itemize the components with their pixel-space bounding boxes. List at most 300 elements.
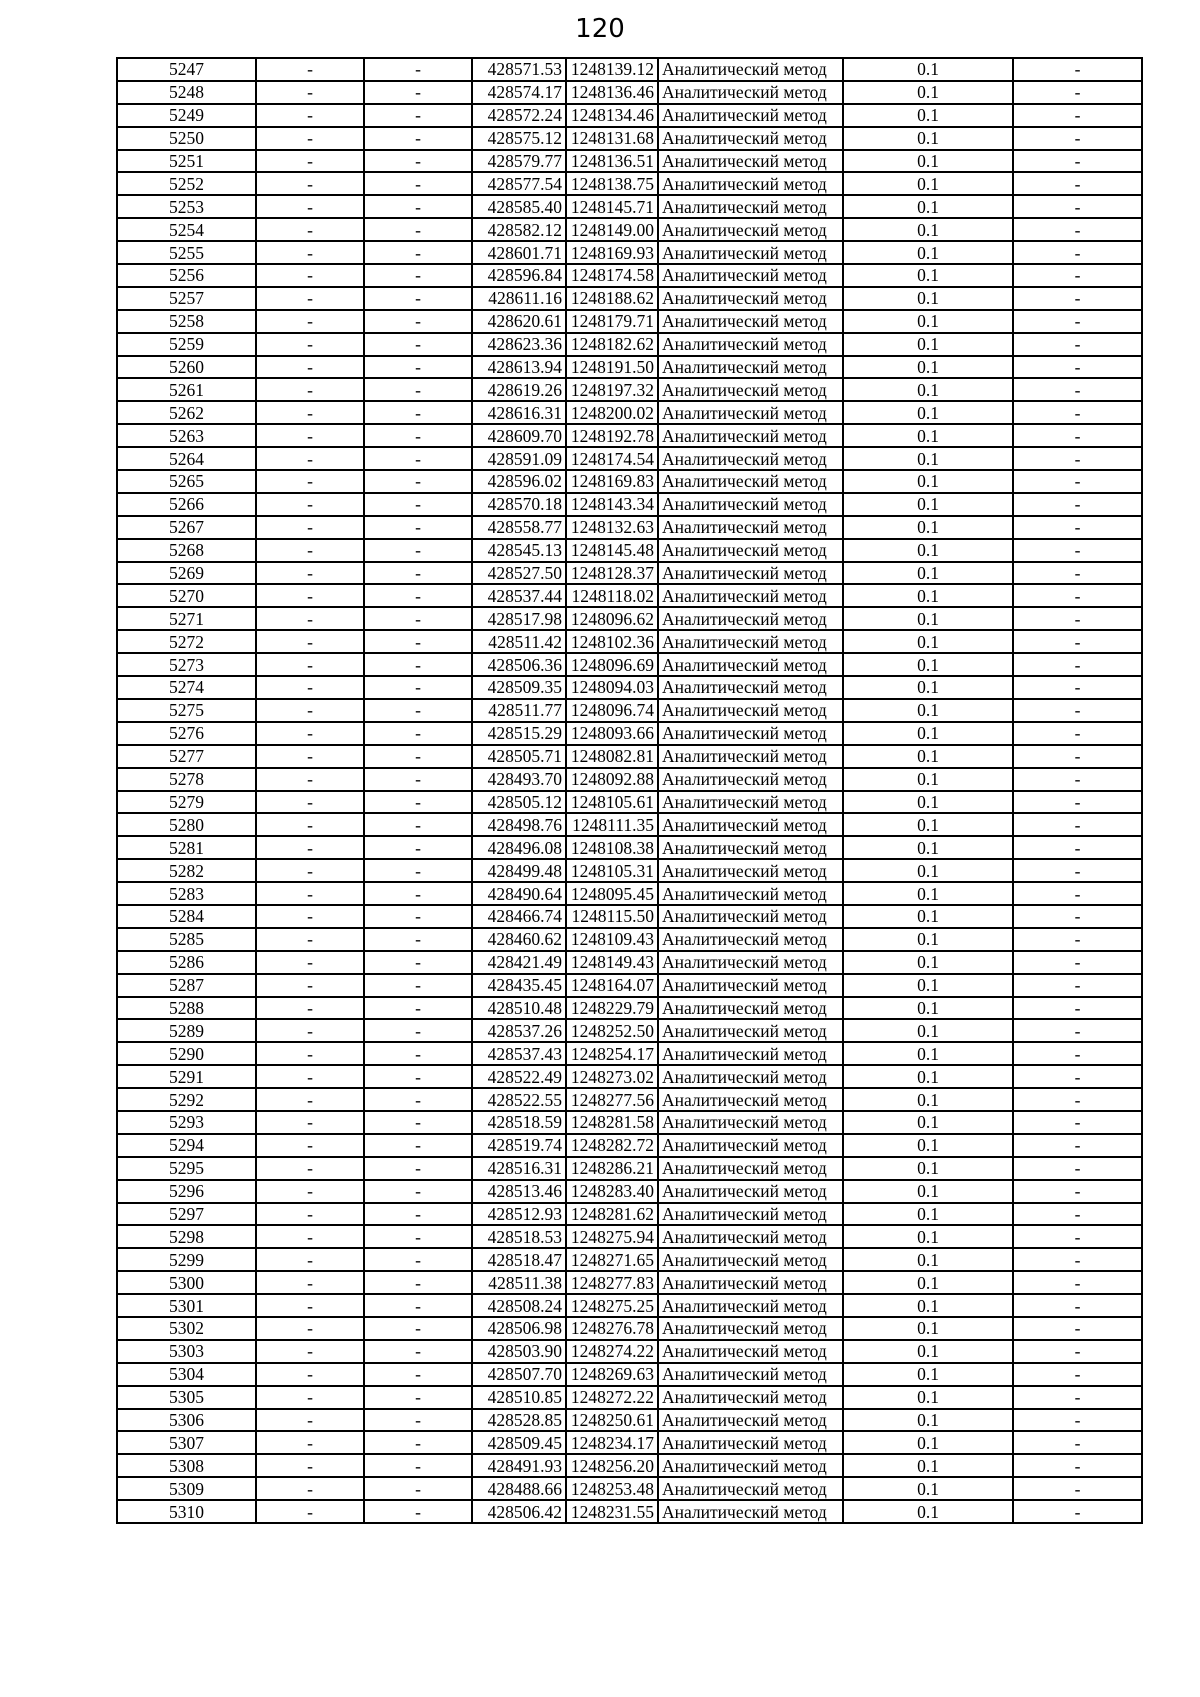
- empty-cell-2: -: [364, 333, 472, 356]
- empty-cell-3: -: [1013, 1454, 1142, 1477]
- accuracy-cell: 0.1: [843, 58, 1013, 81]
- accuracy-cell: 0.1: [843, 333, 1013, 356]
- empty-cell-1: -: [256, 1134, 364, 1157]
- y-coordinate-cell: 1248252.50: [566, 1019, 658, 1042]
- empty-cell-3: -: [1013, 1088, 1142, 1111]
- empty-cell-2: -: [364, 1477, 472, 1500]
- empty-cell-1: -: [256, 81, 364, 104]
- y-coordinate-cell: 1248276.78: [566, 1317, 658, 1340]
- accuracy-cell: 0.1: [843, 447, 1013, 470]
- empty-cell-2: -: [364, 791, 472, 814]
- method-cell: Аналитический метод: [658, 81, 843, 104]
- accuracy-cell: 0.1: [843, 791, 1013, 814]
- empty-cell-1: -: [256, 1500, 364, 1523]
- empty-cell-1: -: [256, 1019, 364, 1042]
- y-coordinate-cell: 1248188.62: [566, 287, 658, 310]
- table-row: [117, 745, 1142, 768]
- x-coordinate-cell: 428506.42: [472, 1500, 566, 1523]
- x-coordinate-cell: 428460.62: [472, 928, 566, 951]
- empty-cell-1: -: [256, 997, 364, 1020]
- accuracy-cell: 0.1: [843, 218, 1013, 241]
- y-coordinate-cell: 1248128.37: [566, 562, 658, 585]
- empty-cell-1: -: [256, 127, 364, 150]
- empty-cell-3: -: [1013, 791, 1142, 814]
- y-coordinate-cell: 1248192.78: [566, 424, 658, 447]
- accuracy-cell: 0.1: [843, 1294, 1013, 1317]
- empty-cell-1: -: [256, 791, 364, 814]
- empty-cell-3: -: [1013, 310, 1142, 333]
- accuracy-cell: 0.1: [843, 1019, 1013, 1042]
- empty-cell-2: -: [364, 1180, 472, 1203]
- table-row: [117, 1203, 1142, 1226]
- empty-cell-1: -: [256, 1294, 364, 1317]
- x-coordinate-cell: 428466.74: [472, 905, 566, 928]
- empty-cell-2: -: [364, 1225, 472, 1248]
- method-cell: Аналитический метод: [658, 653, 843, 676]
- x-coordinate-cell: 428510.85: [472, 1386, 566, 1409]
- x-coordinate-cell: 428591.09: [472, 447, 566, 470]
- point-number-cell: 5295: [117, 1157, 256, 1180]
- empty-cell-3: -: [1013, 287, 1142, 310]
- y-coordinate-cell: 1248179.71: [566, 310, 658, 333]
- point-number-cell: 5253: [117, 195, 256, 218]
- empty-cell-1: -: [256, 607, 364, 630]
- accuracy-cell: 0.1: [843, 584, 1013, 607]
- accuracy-cell: 0.1: [843, 1065, 1013, 1088]
- table-row: [117, 836, 1142, 859]
- accuracy-cell: 0.1: [843, 676, 1013, 699]
- accuracy-cell: 0.1: [843, 722, 1013, 745]
- accuracy-cell: 0.1: [843, 974, 1013, 997]
- empty-cell-2: -: [364, 1454, 472, 1477]
- y-coordinate-cell: 1248253.48: [566, 1477, 658, 1500]
- point-number-cell: 5276: [117, 722, 256, 745]
- accuracy-cell: 0.1: [843, 1088, 1013, 1111]
- method-cell: Аналитический метод: [658, 195, 843, 218]
- accuracy-cell: 0.1: [843, 836, 1013, 859]
- point-number-cell: 5300: [117, 1271, 256, 1294]
- empty-cell-2: -: [364, 493, 472, 516]
- x-coordinate-cell: 428513.46: [472, 1180, 566, 1203]
- point-number-cell: 5290: [117, 1042, 256, 1065]
- table-row: [117, 424, 1142, 447]
- method-cell: Аналитический метод: [658, 1042, 843, 1065]
- empty-cell-2: -: [364, 768, 472, 791]
- point-number-cell: 5265: [117, 470, 256, 493]
- method-cell: Аналитический метод: [658, 1019, 843, 1042]
- y-coordinate-cell: 1248191.50: [566, 356, 658, 379]
- empty-cell-2: -: [364, 447, 472, 470]
- empty-cell-1: -: [256, 195, 364, 218]
- method-cell: Аналитический метод: [658, 218, 843, 241]
- empty-cell-1: -: [256, 447, 364, 470]
- empty-cell-2: -: [364, 1042, 472, 1065]
- method-cell: Аналитический метод: [658, 1203, 843, 1226]
- x-coordinate-cell: 428579.77: [472, 150, 566, 173]
- accuracy-cell: 0.1: [843, 424, 1013, 447]
- empty-cell-3: -: [1013, 630, 1142, 653]
- point-number-cell: 5261: [117, 378, 256, 401]
- x-coordinate-cell: 428519.74: [472, 1134, 566, 1157]
- x-coordinate-cell: 428499.48: [472, 859, 566, 882]
- empty-cell-3: -: [1013, 951, 1142, 974]
- method-cell: Аналитический метод: [658, 951, 843, 974]
- y-coordinate-cell: 1248109.43: [566, 928, 658, 951]
- x-coordinate-cell: 428575.12: [472, 127, 566, 150]
- point-number-cell: 5303: [117, 1340, 256, 1363]
- y-coordinate-cell: 1248145.48: [566, 539, 658, 562]
- y-coordinate-cell: 1248286.21: [566, 1157, 658, 1180]
- x-coordinate-cell: 428601.71: [472, 241, 566, 264]
- accuracy-cell: 0.1: [843, 1134, 1013, 1157]
- x-coordinate-cell: 428570.18: [472, 493, 566, 516]
- table-row: [117, 791, 1142, 814]
- accuracy-cell: 0.1: [843, 653, 1013, 676]
- point-number-cell: 5292: [117, 1088, 256, 1111]
- empty-cell-3: -: [1013, 768, 1142, 791]
- table-row: [117, 676, 1142, 699]
- point-number-cell: 5273: [117, 653, 256, 676]
- method-cell: Аналитический метод: [658, 791, 843, 814]
- empty-cell-3: -: [1013, 1409, 1142, 1432]
- empty-cell-3: -: [1013, 607, 1142, 630]
- point-number-cell: 5277: [117, 745, 256, 768]
- method-cell: Аналитический метод: [658, 928, 843, 951]
- empty-cell-3: -: [1013, 172, 1142, 195]
- point-number-cell: 5302: [117, 1317, 256, 1340]
- point-number-cell: 5252: [117, 172, 256, 195]
- table-row: [117, 1019, 1142, 1042]
- point-number-cell: 5284: [117, 905, 256, 928]
- empty-cell-3: -: [1013, 424, 1142, 447]
- y-coordinate-cell: 1248272.22: [566, 1386, 658, 1409]
- accuracy-cell: 0.1: [843, 699, 1013, 722]
- accuracy-cell: 0.1: [843, 470, 1013, 493]
- empty-cell-1: -: [256, 1454, 364, 1477]
- empty-cell-1: -: [256, 1180, 364, 1203]
- empty-cell-2: -: [364, 1340, 472, 1363]
- method-cell: Аналитический метод: [658, 401, 843, 424]
- empty-cell-2: -: [364, 1019, 472, 1042]
- y-coordinate-cell: 1248082.81: [566, 745, 658, 768]
- y-coordinate-cell: 1248149.00: [566, 218, 658, 241]
- y-coordinate-cell: 1248174.54: [566, 447, 658, 470]
- table-row: [117, 905, 1142, 928]
- point-number-cell: 5256: [117, 264, 256, 287]
- empty-cell-3: -: [1013, 127, 1142, 150]
- accuracy-cell: 0.1: [843, 264, 1013, 287]
- empty-cell-2: -: [364, 607, 472, 630]
- y-coordinate-cell: 1248273.02: [566, 1065, 658, 1088]
- empty-cell-1: -: [256, 1386, 364, 1409]
- empty-cell-2: -: [364, 356, 472, 379]
- point-number-cell: 5309: [117, 1477, 256, 1500]
- empty-cell-3: -: [1013, 676, 1142, 699]
- method-cell: Аналитический метод: [658, 882, 843, 905]
- x-coordinate-cell: 428512.93: [472, 1203, 566, 1226]
- point-number-cell: 5251: [117, 150, 256, 173]
- empty-cell-3: -: [1013, 1500, 1142, 1523]
- method-cell: Аналитический метод: [658, 447, 843, 470]
- table-row: [117, 699, 1142, 722]
- method-cell: Аналитический метод: [658, 104, 843, 127]
- y-coordinate-cell: 1248143.34: [566, 493, 658, 516]
- x-coordinate-cell: 428619.26: [472, 378, 566, 401]
- empty-cell-2: -: [364, 997, 472, 1020]
- table-row: [117, 447, 1142, 470]
- table-row: [117, 1363, 1142, 1386]
- method-cell: Аналитический метод: [658, 813, 843, 836]
- method-cell: Аналитический метод: [658, 676, 843, 699]
- table-row: [117, 378, 1142, 401]
- x-coordinate-cell: 428435.45: [472, 974, 566, 997]
- empty-cell-1: -: [256, 1157, 364, 1180]
- empty-cell-2: -: [364, 104, 472, 127]
- table-body: [117, 58, 1142, 1523]
- empty-cell-3: -: [1013, 882, 1142, 905]
- y-coordinate-cell: 1248096.62: [566, 607, 658, 630]
- y-coordinate-cell: 1248234.17: [566, 1431, 658, 1454]
- empty-cell-1: -: [256, 1409, 364, 1432]
- empty-cell-2: -: [364, 813, 472, 836]
- accuracy-cell: 0.1: [843, 378, 1013, 401]
- y-coordinate-cell: 1248115.50: [566, 905, 658, 928]
- empty-cell-2: -: [364, 1317, 472, 1340]
- x-coordinate-cell: 428496.08: [472, 836, 566, 859]
- empty-cell-2: -: [364, 1111, 472, 1134]
- x-coordinate-cell: 428518.59: [472, 1111, 566, 1134]
- table-row: [117, 1294, 1142, 1317]
- y-coordinate-cell: 1248131.68: [566, 127, 658, 150]
- x-coordinate-cell: 428511.42: [472, 630, 566, 653]
- y-coordinate-cell: 1248250.61: [566, 1409, 658, 1432]
- y-coordinate-cell: 1248132.63: [566, 516, 658, 539]
- y-coordinate-cell: 1248136.51: [566, 150, 658, 173]
- accuracy-cell: 0.1: [843, 401, 1013, 424]
- table-row: [117, 218, 1142, 241]
- method-cell: Аналитический метод: [658, 1317, 843, 1340]
- method-cell: Аналитический метод: [658, 584, 843, 607]
- empty-cell-3: -: [1013, 1203, 1142, 1226]
- table-row: [117, 493, 1142, 516]
- accuracy-cell: 0.1: [843, 287, 1013, 310]
- point-number-cell: 5305: [117, 1386, 256, 1409]
- empty-cell-1: -: [256, 1088, 364, 1111]
- point-number-cell: 5285: [117, 928, 256, 951]
- table-row: [117, 356, 1142, 379]
- y-coordinate-cell: 1248283.40: [566, 1180, 658, 1203]
- accuracy-cell: 0.1: [843, 241, 1013, 264]
- point-number-cell: 5268: [117, 539, 256, 562]
- method-cell: Аналитический метод: [658, 607, 843, 630]
- empty-cell-1: -: [256, 241, 364, 264]
- empty-cell-2: -: [364, 584, 472, 607]
- table-row: [117, 997, 1142, 1020]
- empty-cell-1: -: [256, 974, 364, 997]
- empty-cell-1: -: [256, 493, 364, 516]
- x-coordinate-cell: 428516.31: [472, 1157, 566, 1180]
- point-number-cell: 5248: [117, 81, 256, 104]
- y-coordinate-cell: 1248164.07: [566, 974, 658, 997]
- accuracy-cell: 0.1: [843, 356, 1013, 379]
- table-row: [117, 1409, 1142, 1432]
- empty-cell-1: -: [256, 264, 364, 287]
- empty-cell-2: -: [364, 1431, 472, 1454]
- empty-cell-3: -: [1013, 836, 1142, 859]
- table-row: [117, 172, 1142, 195]
- empty-cell-1: -: [256, 1111, 364, 1134]
- method-cell: Аналитический метод: [658, 424, 843, 447]
- y-coordinate-cell: 1248200.02: [566, 401, 658, 424]
- x-coordinate-cell: 428503.90: [472, 1340, 566, 1363]
- y-coordinate-cell: 1248105.31: [566, 859, 658, 882]
- y-coordinate-cell: 1248274.22: [566, 1340, 658, 1363]
- x-coordinate-cell: 428491.93: [472, 1454, 566, 1477]
- x-coordinate-cell: 428515.29: [472, 722, 566, 745]
- empty-cell-2: -: [364, 1065, 472, 1088]
- point-number-cell: 5294: [117, 1134, 256, 1157]
- empty-cell-1: -: [256, 951, 364, 974]
- empty-cell-3: -: [1013, 1111, 1142, 1134]
- table-row: [117, 1042, 1142, 1065]
- empty-cell-1: -: [256, 516, 364, 539]
- point-number-cell: 5275: [117, 699, 256, 722]
- empty-cell-2: -: [364, 1294, 472, 1317]
- point-number-cell: 5306: [117, 1409, 256, 1432]
- table-row: [117, 1477, 1142, 1500]
- table-row: [117, 1500, 1142, 1523]
- empty-cell-2: -: [364, 653, 472, 676]
- empty-cell-2: -: [364, 1088, 472, 1111]
- table-row: [117, 127, 1142, 150]
- method-cell: Аналитический метод: [658, 150, 843, 173]
- empty-cell-1: -: [256, 356, 364, 379]
- method-cell: Аналитический метод: [658, 836, 843, 859]
- y-coordinate-cell: 1248229.79: [566, 997, 658, 1020]
- empty-cell-1: -: [256, 1203, 364, 1226]
- method-cell: Аналитический метод: [658, 516, 843, 539]
- empty-cell-2: -: [364, 1271, 472, 1294]
- x-coordinate-cell: 428596.84: [472, 264, 566, 287]
- empty-cell-2: -: [364, 1363, 472, 1386]
- y-coordinate-cell: 1248277.83: [566, 1271, 658, 1294]
- empty-cell-2: -: [364, 127, 472, 150]
- y-coordinate-cell: 1248254.17: [566, 1042, 658, 1065]
- x-coordinate-cell: 428585.40: [472, 195, 566, 218]
- y-coordinate-cell: 1248093.66: [566, 722, 658, 745]
- accuracy-cell: 0.1: [843, 104, 1013, 127]
- method-cell: Аналитический метод: [658, 58, 843, 81]
- table-row: [117, 1386, 1142, 1409]
- empty-cell-2: -: [364, 81, 472, 104]
- accuracy-cell: 0.1: [843, 1180, 1013, 1203]
- empty-cell-3: -: [1013, 1271, 1142, 1294]
- empty-cell-3: -: [1013, 905, 1142, 928]
- accuracy-cell: 0.1: [843, 172, 1013, 195]
- accuracy-cell: 0.1: [843, 997, 1013, 1020]
- empty-cell-1: -: [256, 584, 364, 607]
- empty-cell-1: -: [256, 1317, 364, 1340]
- empty-cell-1: -: [256, 859, 364, 882]
- accuracy-cell: 0.1: [843, 1340, 1013, 1363]
- x-coordinate-cell: 428506.36: [472, 653, 566, 676]
- empty-cell-1: -: [256, 287, 364, 310]
- table-row: [117, 1065, 1142, 1088]
- method-cell: Аналитический метод: [658, 1180, 843, 1203]
- empty-cell-3: -: [1013, 264, 1142, 287]
- empty-cell-2: -: [364, 905, 472, 928]
- empty-cell-1: -: [256, 676, 364, 699]
- empty-cell-2: -: [364, 58, 472, 81]
- point-number-cell: 5280: [117, 813, 256, 836]
- empty-cell-1: -: [256, 745, 364, 768]
- table-row: [117, 81, 1142, 104]
- y-coordinate-cell: 1248169.93: [566, 241, 658, 264]
- accuracy-cell: 0.1: [843, 630, 1013, 653]
- method-cell: Аналитический метод: [658, 1431, 843, 1454]
- table-row: [117, 516, 1142, 539]
- point-number-cell: 5247: [117, 58, 256, 81]
- method-cell: Аналитический метод: [658, 1363, 843, 1386]
- accuracy-cell: 0.1: [843, 562, 1013, 585]
- x-coordinate-cell: 428616.31: [472, 401, 566, 424]
- y-coordinate-cell: 1248271.65: [566, 1248, 658, 1271]
- point-number-cell: 5282: [117, 859, 256, 882]
- accuracy-cell: 0.1: [843, 1454, 1013, 1477]
- empty-cell-1: -: [256, 424, 364, 447]
- empty-cell-2: -: [364, 882, 472, 905]
- empty-cell-2: -: [364, 1386, 472, 1409]
- empty-cell-2: -: [364, 1248, 472, 1271]
- x-coordinate-cell: 428558.77: [472, 516, 566, 539]
- accuracy-cell: 0.1: [843, 1225, 1013, 1248]
- accuracy-cell: 0.1: [843, 1248, 1013, 1271]
- table-row: [117, 584, 1142, 607]
- point-number-cell: 5269: [117, 562, 256, 585]
- empty-cell-3: -: [1013, 470, 1142, 493]
- empty-cell-2: -: [364, 630, 472, 653]
- y-coordinate-cell: 1248118.02: [566, 584, 658, 607]
- table-row: [117, 539, 1142, 562]
- empty-cell-2: -: [364, 264, 472, 287]
- empty-cell-1: -: [256, 401, 364, 424]
- method-cell: Аналитический метод: [658, 768, 843, 791]
- method-cell: Аналитический метод: [658, 1477, 843, 1500]
- empty-cell-3: -: [1013, 699, 1142, 722]
- method-cell: Аналитический метод: [658, 378, 843, 401]
- empty-cell-2: -: [364, 195, 472, 218]
- empty-cell-3: -: [1013, 58, 1142, 81]
- table-row: [117, 562, 1142, 585]
- accuracy-cell: 0.1: [843, 195, 1013, 218]
- point-number-cell: 5270: [117, 584, 256, 607]
- empty-cell-3: -: [1013, 1477, 1142, 1500]
- empty-cell-1: -: [256, 1065, 364, 1088]
- empty-cell-1: -: [256, 58, 364, 81]
- table-row: [117, 195, 1142, 218]
- x-coordinate-cell: 428574.17: [472, 81, 566, 104]
- empty-cell-2: -: [364, 424, 472, 447]
- empty-cell-3: -: [1013, 974, 1142, 997]
- table-row: [117, 333, 1142, 356]
- table-row: [117, 1248, 1142, 1271]
- x-coordinate-cell: 428509.45: [472, 1431, 566, 1454]
- empty-cell-1: -: [256, 1477, 364, 1500]
- empty-cell-1: -: [256, 836, 364, 859]
- method-cell: Аналитический метод: [658, 493, 843, 516]
- accuracy-cell: 0.1: [843, 859, 1013, 882]
- table-row: [117, 653, 1142, 676]
